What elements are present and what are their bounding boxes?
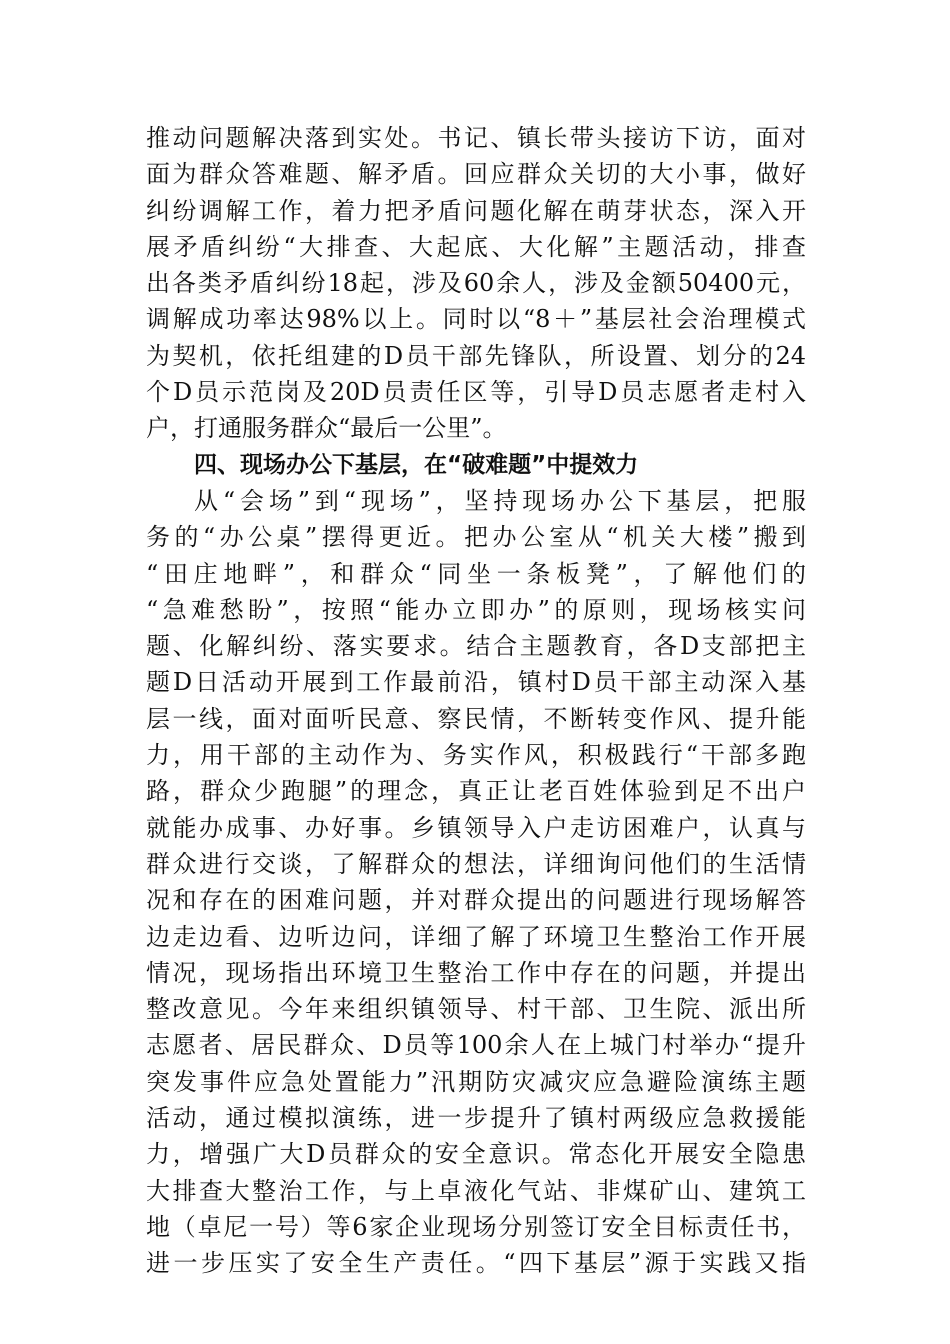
text-line: 活动，通过模拟演练，进一步提升了镇村两级应急救援能 xyxy=(146,1104,806,1133)
paragraph-1 xyxy=(146,120,806,447)
text-line: 力，增强广大D员群众的安全意识。常态化开展安全隐患 xyxy=(146,1140,806,1169)
text-line: 调解成功率达98%以上。同时以“8＋”基层社会治理模式 xyxy=(146,305,806,334)
text-line: 就能办成事、办好事。乡镇领导入户走访困难户，认真与 xyxy=(146,813,806,842)
text-line: 情况，现场指出环境卫生整治工作中存在的问题，并提出 xyxy=(146,958,806,987)
text-line: 大排查大整治工作，与上卓液化气站、非煤矿山、建筑工 xyxy=(146,1176,806,1205)
text-line: 层一线，面对面听民意、察民情，不断转变作风、提升能 xyxy=(146,704,806,733)
document-body xyxy=(146,120,806,1282)
text-line: 务的“办公桌”摆得更近。把办公室从“机关大楼”搬到 xyxy=(146,523,806,552)
text-line: 展矛盾纠纷“大排查、大起底、大化解”主题活动，排查 xyxy=(146,232,806,261)
text-line: “急难愁盼”，按照“能办立即办”的原则，现场核实问 xyxy=(146,595,806,624)
text-line: 个D员示范岗及20D员责任区等，引导D员志愿者走村入 xyxy=(146,378,806,407)
text-line: 为契机，依托组建的D员干部先锋队，所设置、划分的24 xyxy=(146,341,806,370)
text-line: 推动问题解决落到实处。书记、镇长带头接访下访，面对 xyxy=(146,124,806,152)
text-line: 题D日活动开展到工作最前沿，镇村D员干部主动深入基 xyxy=(146,668,806,697)
text-line: 地（卓尼一号）等6家企业现场分别签订安全目标责任书， xyxy=(146,1212,806,1241)
text-line: 纠纷调解工作，着力把矛盾问题化解在萌芽状态，深入开 xyxy=(146,196,806,225)
text-line: 况和存在的困难问题，并对群众提出的问题进行现场解答 xyxy=(146,886,806,915)
text-line: 出各类矛盾纠纷18起，涉及60余人，涉及金额50400元， xyxy=(146,269,806,298)
text-line: 力，用干部的主动作为、务实作风，积极践行“干部多跑 xyxy=(146,741,806,770)
text-line: 群众进行交谈，了解群众的想法，详细询问他们的生活情 xyxy=(146,849,806,878)
text-line: 突发事件应急处置能力”汛期防灾减灾应急避险演练主题 xyxy=(146,1067,806,1096)
text-line: 进一步压实了安全生产责任。“四下基层”源于实践又指 xyxy=(146,1249,806,1278)
text-line: “田庄地畔”，和群众“同坐一条板凳”，了解他们的 xyxy=(146,559,806,588)
text-line: 志愿者、居民群众、D员等100余人在上城门村举办“提升 xyxy=(146,1031,806,1060)
text-line: 整改意见。今年来组织镇领导、村干部、卫生院、派出所 xyxy=(146,995,806,1024)
text-line: 面为群众答难题、解矛盾。回应群众关切的大小事，做好 xyxy=(146,160,806,189)
text-line: 题、化解纠纷、落实要求。结合主题教育，各D支部把主 xyxy=(146,632,806,661)
paragraph-2 xyxy=(146,483,806,1282)
text-line: 路，群众少跑腿”的理念，真正让老百姓体验到足不出户 xyxy=(146,777,806,806)
text-line: 从“会场”到“现场”，坚持现场办公下基层，把服 xyxy=(194,486,806,515)
text-line: 户，打通服务群众“最后一公里”。 xyxy=(146,414,507,443)
section-heading: 四、现场办公下基层，在“破难题”中提效力 xyxy=(194,451,639,478)
text-line: 边走边看、边听边问，详细了解了环境卫生整治工作开展 xyxy=(146,922,806,951)
